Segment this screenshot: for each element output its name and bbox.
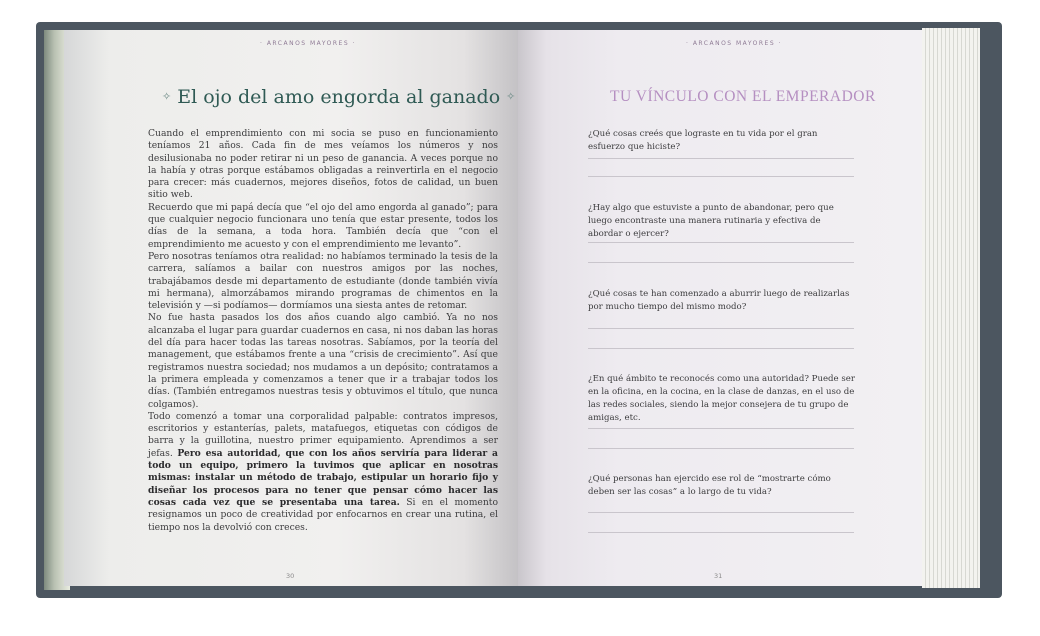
running-head: · ARCANOS MAYORES · (686, 40, 782, 47)
running-head: · ARCANOS MAYORES · (260, 40, 356, 47)
answer-line[interactable] (588, 348, 854, 349)
answer-line[interactable] (588, 176, 854, 177)
paragraph: Pero nosotras teníamos otra realidad: no habíamos terminado la tesis de la carrera, salíamos a bailar con nuestros amigos por las noches, trabajábamos desde mi departamento de estudiante (donde también vivía mi hermana), almorzábamos mirando programas de chimentos en la televisión y —si podíamos— dormíamos una siesta antes de retomar. (148, 250, 498, 312)
section-title: TU VÍNCULO CON EL EMPERADOR (610, 88, 876, 105)
ornament-icon: ✧ (162, 90, 172, 103)
answer-line[interactable] (588, 448, 854, 449)
left-page (64, 30, 518, 586)
ornament-icon: ✧ (506, 90, 516, 103)
answer-line[interactable] (588, 532, 854, 533)
paragraph-text: Todo comenzó a tomar una corporalidad palpable: contratos impresos, escritorios y estanterías, palets, matafuegos, etiquetas con códigos de barra y la guillotina, nuestro primer equipamiento. Aprendimos a ser jefas. (148, 410, 498, 459)
chapter-title-text: El ojo del amo engorda al ganado (177, 86, 501, 108)
question: ¿Qué cosas te han comenzado a aburrir luego de realizarlas por mucho tiempo del mismo modo? (588, 289, 850, 312)
question: ¿Qué personas han ejercido ese rol de “mostrarte cómo deben ser las cosas” a lo largo de tu vida? (588, 474, 831, 497)
answer-line[interactable] (588, 262, 854, 263)
paragraph-text: Si en el momento resignamos un poco de creatividad por enfocarnos en crear una rutina, el tiempo nos la devolvió con creces. (148, 496, 498, 533)
question: ¿Hay algo que estuviste a punto de abandonar, pero que luego encontraste una manera rutinaria y efectiva de abordar o ejercer? (588, 203, 834, 239)
answer-line[interactable] (588, 242, 854, 243)
answer-line[interactable] (588, 328, 854, 329)
question: ¿En qué ámbito te reconocés como una autoridad? Puede ser en la oficina, en la cocina, en la clase de danzas, en el uso de las redes sociales, siendo la mejor consejera de tu grupo de amigas, etc. (588, 374, 855, 423)
page-number: 31 (714, 572, 723, 580)
body-text (148, 128, 498, 534)
question: ¿Qué cosas creés que lograste en tu vida por el gran esfuerzo que hiciste? (588, 129, 818, 152)
answer-line[interactable] (588, 512, 854, 513)
answer-line[interactable] (588, 158, 854, 159)
page-number: 30 (286, 572, 295, 580)
right-page (518, 30, 922, 586)
paragraph-bold-text: Pero esa autoridad, que con los años serviría para liderar a todo un equipo, primero la tuvimos que aplicar en nosotras mismas: instalar un método de trabajo, estipular un horario fijo y diseñar los procesos para no tener que pensar cómo hacer las cosas cada vez que se presentaba una tarea. (148, 447, 498, 508)
paragraph: Cuando el emprendimiento con mi socia se puso en funcionamiento teníamos 21 años. Cada fin de mes veíamos los números y nos desilusionaba no poder retirar ni un peso de ganancia. A veces porque no la había y otras porque estábamos obligadas a reinvertirla en el negocio para crecer: más cuadernos, mejores diseños, fotos de calidad, un buen sitio web. (148, 128, 498, 201)
answer-line[interactable] (588, 428, 854, 429)
paragraph: No fue hasta pasados los dos años cuando algo cambió. Ya no nos alcanzaba el lugar para guardar cuadernos en casa, ni nos daban las horas del día para hacer todas las tareas nosotras. Sabíamos, por la teoría del management, que estábamos frente a una “crisis de crecimiento”. Así que registramos nuestra sociedad; nos mudamos a un depósito; contratamos a la primera empleada y comenzamos a tener que ir a trabajar todos los días. (También entregamos nuestras tesis y obtuvimos el título, que nunca colgamos). (148, 312, 498, 410)
paragraph: Recuerdo que mi papá decía que “el ojo del amo engorda al ganado”; para que cualquier negocio funcionara uno tenía que estar presente, todos los días de la semana, a toda hora. También decía que “con el emprendimiento me acuesto y con el emprendimiento me levanto”. (148, 201, 498, 250)
page-stack-right (922, 28, 980, 588)
chapter-title (156, 86, 521, 108)
paragraph (148, 411, 498, 534)
